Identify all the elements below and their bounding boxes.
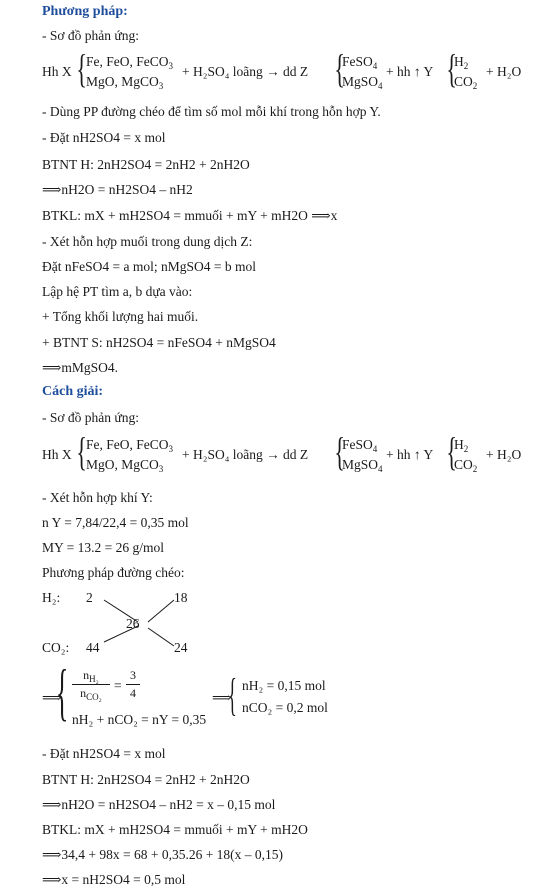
brace-z-2: { (334, 429, 345, 474)
brace-x-2: { (76, 429, 87, 474)
method-line-10: + BTNT S: nH2SO4 = nFeSO4 + nMgSO4 (42, 335, 276, 350)
solution-line-2: n Y = 7,84/22,4 = 0,35 mol (42, 515, 189, 530)
y-row2: $CO_2$ (454, 74, 478, 91)
method-line-11: ⟹mMgSO4. (42, 360, 118, 375)
solution-line-8: BTKL: mX + mH2SO4 = mmuối + mY + mH2O (42, 822, 308, 837)
implies-arrow-2: ⟹ (212, 690, 232, 705)
brace-y-2: { (446, 429, 457, 474)
solution-line-4: Phương pháp đường chéo: (42, 565, 185, 580)
result-brace: { (228, 669, 237, 720)
method-line-7: Đặt nFeSO4 = a mol; nMgSO4 = b mol (42, 259, 256, 274)
cross-lines (42, 590, 242, 660)
co2-label: CO₂: (42, 640, 70, 655)
bottom-right-value: 24 (174, 640, 188, 655)
brace-x: { (76, 46, 87, 91)
z-row2: MgSO$_4$ (342, 74, 383, 91)
z-row1: FeSO$_4$ (342, 54, 378, 71)
plus-water-2: + H₂O (486, 447, 522, 462)
method-line-4: ⟹nH2O = nH2SO4 – nH2 (42, 182, 193, 197)
solution-heading: Cách giải: (42, 384, 104, 399)
co2-value: 44 (86, 640, 100, 655)
ratio-fraction: $n_{H_2}$ $n_{CO_2}$ (72, 668, 110, 701)
method-line-2: - Đặt nH2SO4 = x mol (42, 130, 166, 145)
sum-equation: nH₂ + nCO₂ = nY = 0,35 (72, 712, 207, 727)
solution-line-7: ⟹nH2O = nH2SO4 – nH2 = x – 0,15 mol (42, 797, 276, 812)
method-line-9: + Tổng khối lượng hai muối. (42, 309, 199, 324)
y-row2-2: $CO_2$ (454, 457, 478, 474)
method-heading: Phương pháp: (42, 4, 128, 19)
solution-scheme-label: - Sơ đồ phản ứng: (42, 410, 139, 425)
reaction-scheme (42, 46, 532, 92)
x-row2: MgO, MgCO$_3$ (86, 74, 164, 91)
cross-diagram (42, 590, 242, 660)
hh-x: Hh X (42, 64, 72, 79)
solution-line-10: ⟹x = nH2SO4 = 0,5 mol (42, 872, 186, 887)
plus-gas: + hh ↑ Y (386, 64, 434, 79)
ratio-value: 3 4 (126, 668, 140, 701)
method-line-8: Lập hệ PT tìm a, b dựa vào: (42, 284, 193, 299)
brace-y: { (446, 46, 457, 91)
equation-system (42, 656, 522, 736)
plus-gas-2: + hh ↑ Y (386, 447, 434, 462)
x-row2-2: MgO, MgCO$_3$ (86, 457, 164, 474)
h2-value: 2 (86, 590, 93, 605)
solution-line-1: - Xét hỗn hợp khí Y: (42, 490, 153, 505)
h2-label: H₂: (42, 590, 61, 605)
solution-line-3: MY = 13.2 = 26 g/mol (42, 540, 164, 555)
brace-z: { (334, 46, 345, 91)
plus-acid: + H₂SO₄ loãng → dd Z (182, 64, 309, 79)
ratio-equals: = (114, 678, 122, 693)
scheme-label: - Sơ đồ phản ứng: (42, 28, 139, 43)
plus-acid-2: + H₂SO₄ loãng → dd Z (182, 447, 309, 462)
top-right-value: 18 (174, 590, 188, 605)
method-line-6: - Xét hỗn hợp muối trong dung dịch Z: (42, 234, 253, 249)
method-line-5: BTKL: mX + mH2SO4 = mmuối + mY + mH2O ⟹x (42, 208, 338, 223)
solution-reaction-scheme (42, 429, 532, 475)
plus-water: + H₂O (486, 64, 522, 79)
solution-line-9: ⟹34,4 + 98x = 68 + 0,35.26 + 18(x – 0,15) (42, 847, 284, 862)
implies-arrow-1: ⟹ (42, 690, 62, 705)
solution-line-6: BTNT H: 2nH2SO4 = 2nH2 + 2nH2O (42, 772, 250, 787)
z-row1-2: FeSO$_4$ (342, 437, 378, 454)
result-co2: nCO₂ = 0,2 mol (242, 700, 328, 715)
x-row1: Fe, FeO, FeCO$_3$ (86, 54, 174, 71)
x-row1-2: Fe, FeO, FeCO$_3$ (86, 437, 174, 454)
solution-line-5: - Đặt nH2SO4 = x mol (42, 746, 166, 761)
method-line-3: BTNT H: 2nH2SO4 = 2nH2 + 2nH2O (42, 157, 250, 172)
y-row1: $H_2$ (454, 54, 469, 71)
system-brace: { (56, 656, 69, 727)
mid-value: 26 (126, 616, 140, 631)
hh-x-2: Hh X (42, 447, 72, 462)
y-row1-2: $H_2$ (454, 437, 469, 454)
z-row2-2: MgSO$_4$ (342, 457, 383, 474)
method-line-1: - Dùng PP đường chéo để tìm số mol mỗi khí trong hỗn hợp Y. (42, 104, 381, 119)
result-h2: nH₂ = 0,15 mol (242, 678, 326, 693)
